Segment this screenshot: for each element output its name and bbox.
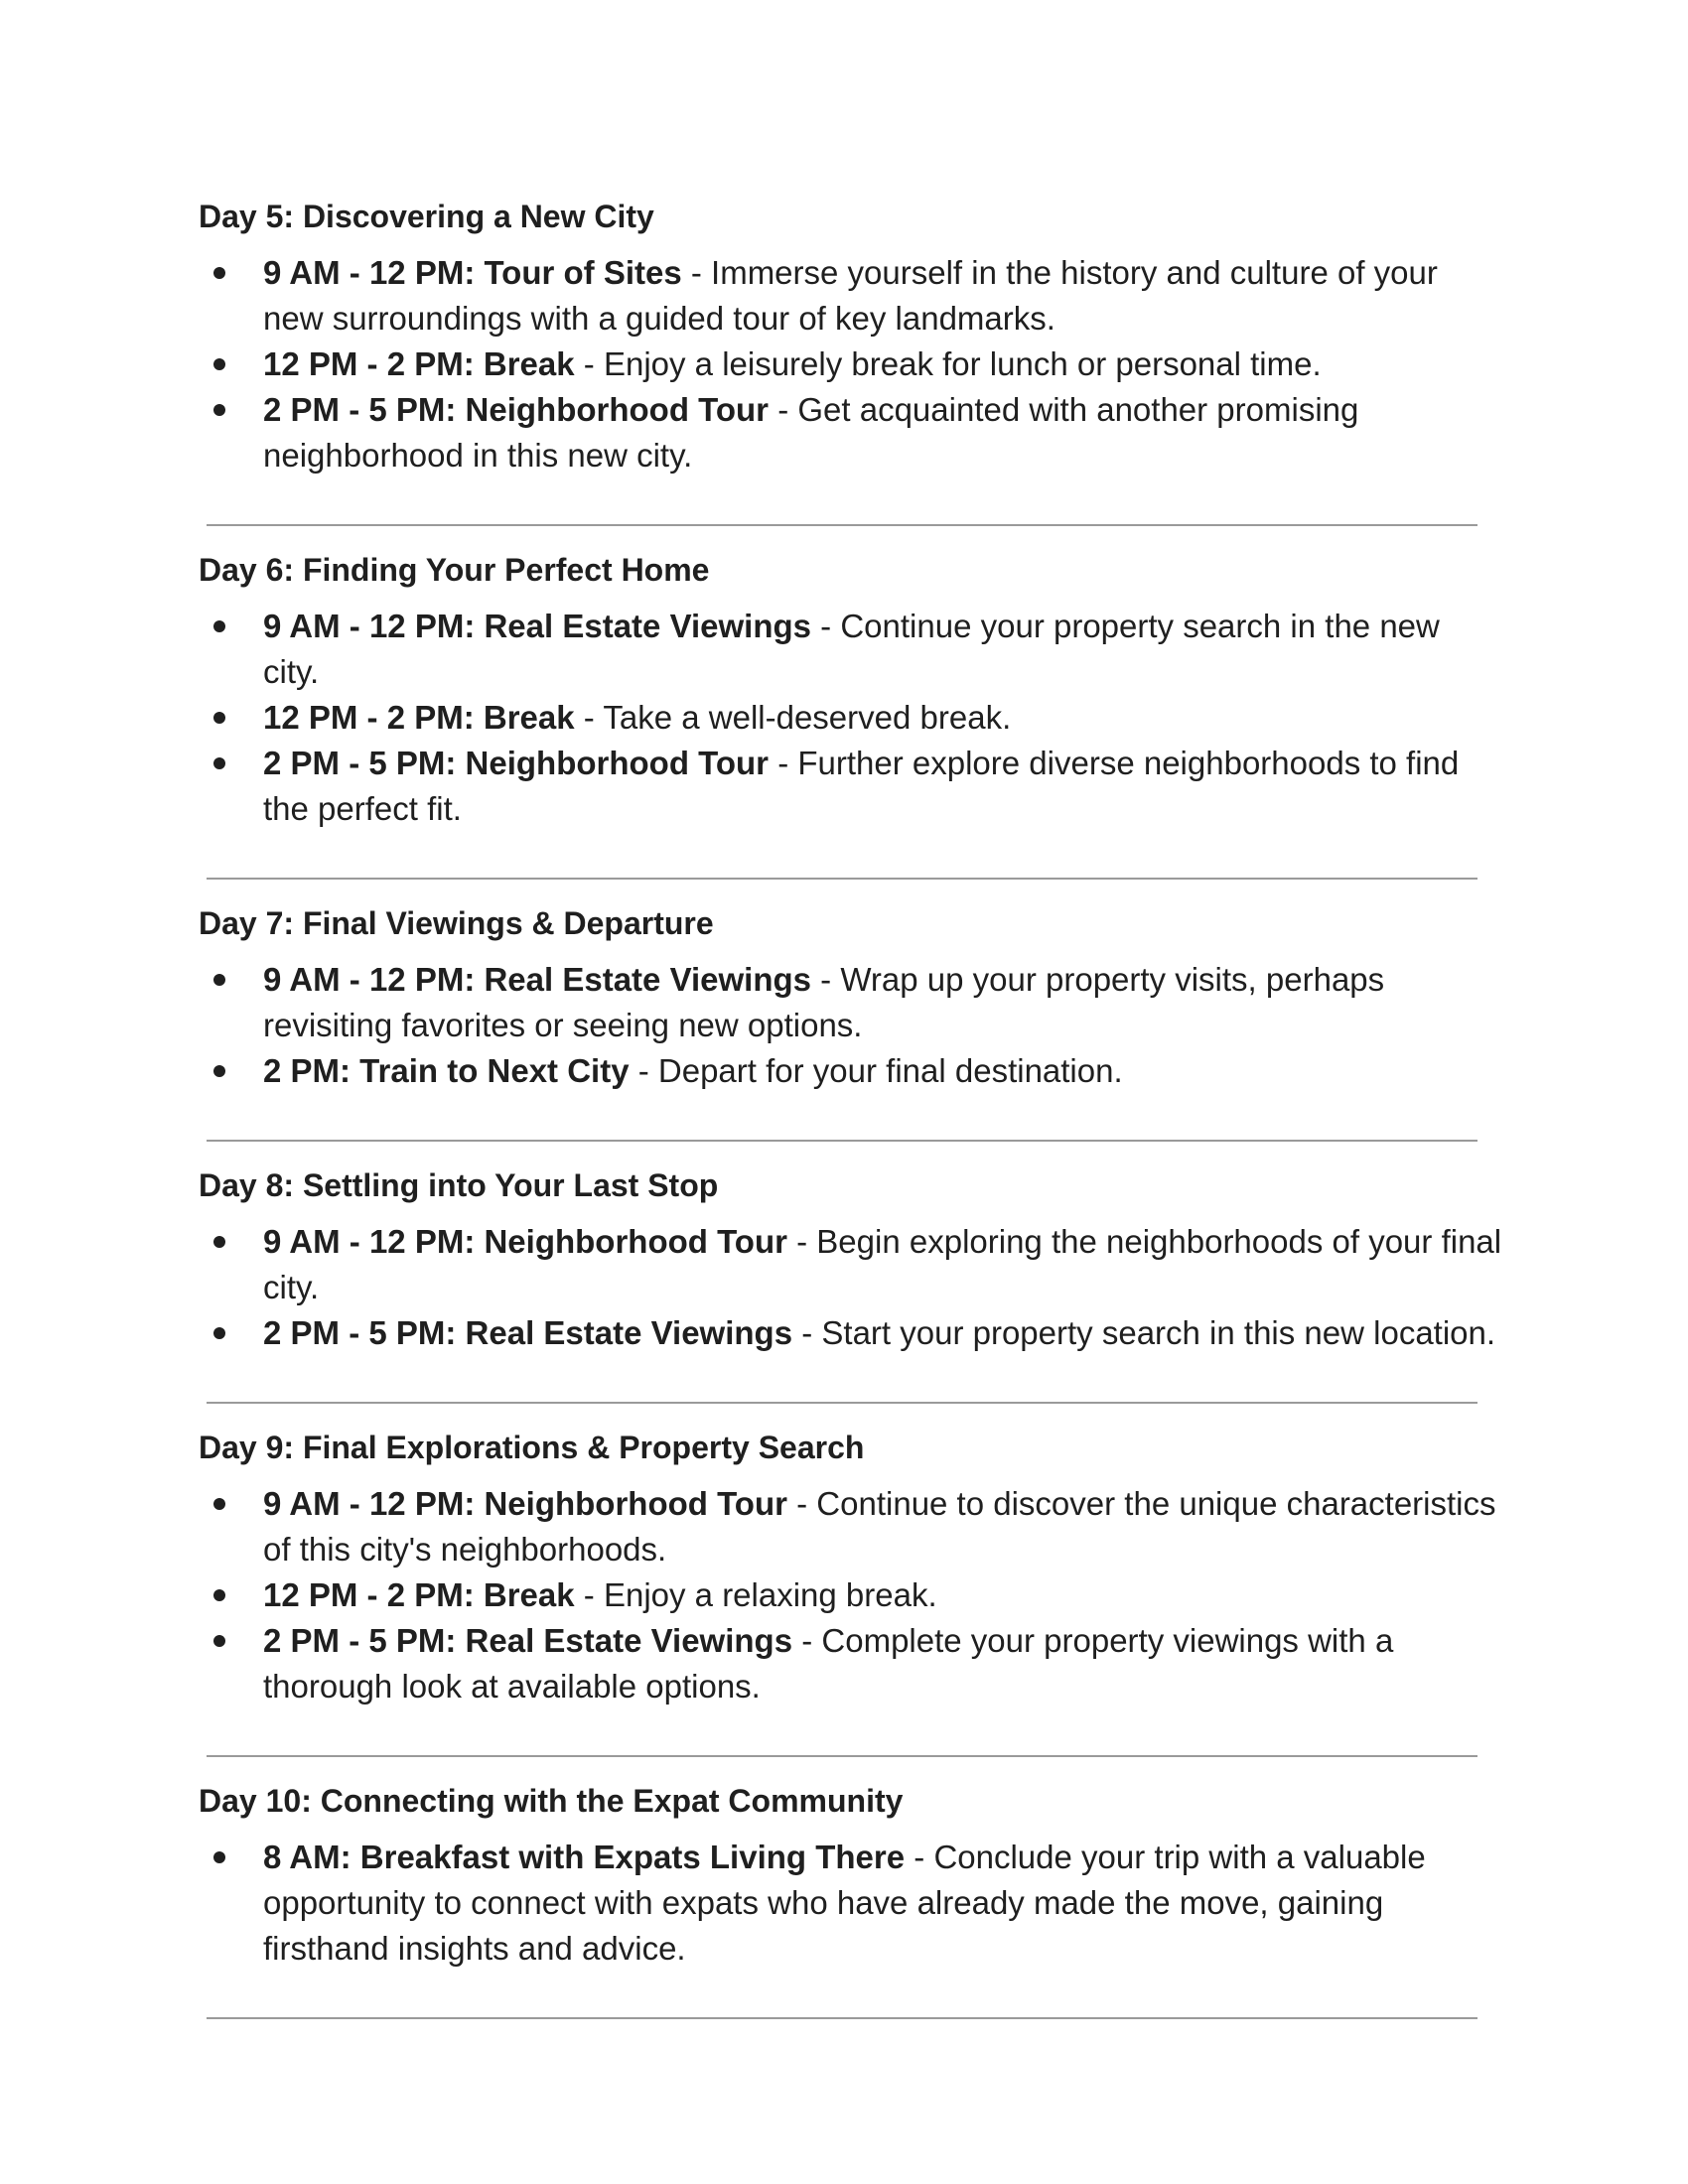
activity-item: 8 AM: Breakfast with Expats Living There - Conclude your trip with a valuable opportunity to connect with expats who have already made the move, gaining firsthand insights and advice. (199, 1835, 1504, 1972)
activity-item: 12 PM - 2 PM: Break - Enjoy a relaxing break. (199, 1572, 1504, 1618)
activity-list (199, 1481, 1496, 1709)
day-section (199, 1163, 1502, 1356)
activity-time-title: 9 AM - 12 PM: Real Estate Viewings (263, 608, 812, 644)
bullet-icon (213, 404, 225, 416)
activity-item: 9 AM - 12 PM: Real Estate Viewings - Wrap up your property visits, perhaps revisiting favorites or seeing new options. (199, 957, 1504, 1048)
activity-item: 2 PM: Train to Next City - Depart for your final destination. (199, 1048, 1504, 1094)
section-divider (207, 1755, 1477, 1757)
day-heading: Day 7: Final Viewings & Departure (199, 905, 714, 941)
section-divider (207, 524, 1477, 526)
day-heading: Day 8: Settling into Your Last Stop (199, 1167, 719, 1203)
activity-time-title: 12 PM - 2 PM: Break (263, 699, 575, 736)
day-section (199, 901, 1489, 1094)
activity-description: Enjoy a relaxing break. (603, 1576, 937, 1613)
day-section (199, 1779, 1489, 1972)
day-heading: Day 5: Discovering a New City (199, 199, 654, 234)
bullet-icon (213, 1498, 225, 1510)
activity-time-title: 12 PM - 2 PM: Break (263, 1576, 575, 1613)
bullet-icon (213, 1851, 225, 1863)
activity-description: Further explore diverse neighborhoods to find the perfect fit. (263, 745, 1460, 827)
activity-item: 9 AM - 12 PM: Neighborhood Tour - Begin exploring the neighborhoods of your final city. (199, 1219, 1504, 1310)
activity-list (199, 1835, 1489, 1972)
activity-list (199, 250, 1489, 478)
activity-time-title: 8 AM: Breakfast with Expats Living There (263, 1839, 906, 1875)
activity-description: Depart for your final destination. (657, 1052, 1123, 1089)
day-section (199, 1426, 1496, 1709)
activity-description: Begin exploring the neighborhoods of your final city. (263, 1223, 1502, 1305)
activity-item: 12 PM - 2 PM: Break - Take a well-deserved break. (199, 695, 1504, 741)
bullet-icon (213, 267, 225, 279)
activity-time-title: 9 AM - 12 PM: Neighborhood Tour (263, 1485, 787, 1522)
day-section (199, 195, 1489, 478)
bullet-icon (213, 358, 225, 370)
activity-time-title: 9 AM - 12 PM: Tour of Sites (263, 254, 682, 291)
bullet-icon (213, 712, 225, 724)
activity-description: Enjoy a leisurely break for lunch or personal time. (603, 345, 1322, 382)
activity-item: 2 PM - 5 PM: Neighborhood Tour - Get acquainted with another promising neighborhood in this new city. (199, 387, 1504, 478)
activity-time-title: 2 PM - 5 PM: Real Estate Viewings (263, 1622, 793, 1659)
activity-time-title: 12 PM - 2 PM: Break (263, 345, 575, 382)
day-heading: Day 10: Connecting with the Expat Community (199, 1783, 904, 1819)
activity-item: 2 PM - 5 PM: Real Estate Viewings - Complete your property viewings with a thorough look at available options. (199, 1618, 1504, 1709)
bullet-icon (213, 1589, 225, 1601)
activity-item: 2 PM - 5 PM: Neighborhood Tour - Further explore diverse neighborhoods to find the perfect fit. (199, 741, 1504, 832)
activity-description: Get acquainted with another promising neighborhood in this new city. (263, 391, 1359, 474)
bullet-icon (213, 1236, 225, 1248)
activity-description: Continue to discover the unique characteristics of this city's neighborhoods. (263, 1485, 1496, 1568)
activity-time-title: 2 PM - 5 PM: Real Estate Viewings (263, 1314, 793, 1351)
activity-item: 9 AM - 12 PM: Neighborhood Tour - Continue to discover the unique characteristics of this city's neighborhoods. (199, 1481, 1504, 1572)
day-section (199, 548, 1489, 832)
activity-time-title: 2 PM - 5 PM: Neighborhood Tour (263, 745, 770, 781)
activity-time-title: 9 AM - 12 PM: Neighborhood Tour (263, 1223, 787, 1260)
activity-time-title: 9 AM - 12 PM: Real Estate Viewings (263, 961, 812, 998)
activity-description: Wrap up your property visits, perhaps revisiting favorites or seeing new options. (263, 961, 1385, 1043)
itinerary-page (199, 195, 1502, 2019)
bullet-icon (213, 1327, 225, 1339)
activity-description: Complete your property viewings with a thorough look at available options. (263, 1622, 1394, 1705)
activity-description: Immerse yourself in the history and culture of your new surroundings with a guided tour of key landmarks. (263, 254, 1438, 337)
activity-item: 2 PM - 5 PM: Real Estate Viewings - Start your property search in this new location. (199, 1310, 1504, 1356)
section-divider (207, 1402, 1477, 1404)
activity-item: 12 PM - 2 PM: Break - Enjoy a leisurely break for lunch or personal time. (199, 341, 1504, 387)
activity-list (199, 604, 1489, 832)
bullet-icon (213, 620, 225, 632)
activity-time-title: 2 PM - 5 PM: Neighborhood Tour (263, 391, 770, 428)
bullet-icon (213, 974, 225, 986)
activity-description: Continue your property search in the new city. (263, 608, 1440, 690)
day-heading: Day 9: Final Explorations & Property Search (199, 1430, 865, 1465)
activity-description: Start your property search in this new location. (821, 1314, 1496, 1351)
section-divider (207, 1140, 1477, 1142)
activity-time-title: 2 PM: Train to Next City (263, 1052, 630, 1089)
day-heading: Day 6: Finding Your Perfect Home (199, 552, 710, 588)
activity-item: 9 AM - 12 PM: Tour of Sites - Immerse yourself in the history and culture of your new surroundings with a guided tour of key landmarks. (199, 250, 1504, 341)
bullet-icon (213, 1065, 225, 1077)
activity-list (199, 957, 1489, 1094)
section-divider (207, 878, 1477, 880)
section-divider (207, 2017, 1477, 2019)
activity-item: 9 AM - 12 PM: Real Estate Viewings - Continue your property search in the new city. (199, 604, 1504, 695)
activity-description: Take a well-deserved break. (603, 699, 1012, 736)
activity-description: Conclude your trip with a valuable opportunity to connect with expats who have already made the move, gaining firsthand insights and advice. (263, 1839, 1426, 1967)
bullet-icon (213, 1635, 225, 1647)
bullet-icon (213, 757, 225, 769)
activity-list (199, 1219, 1502, 1356)
